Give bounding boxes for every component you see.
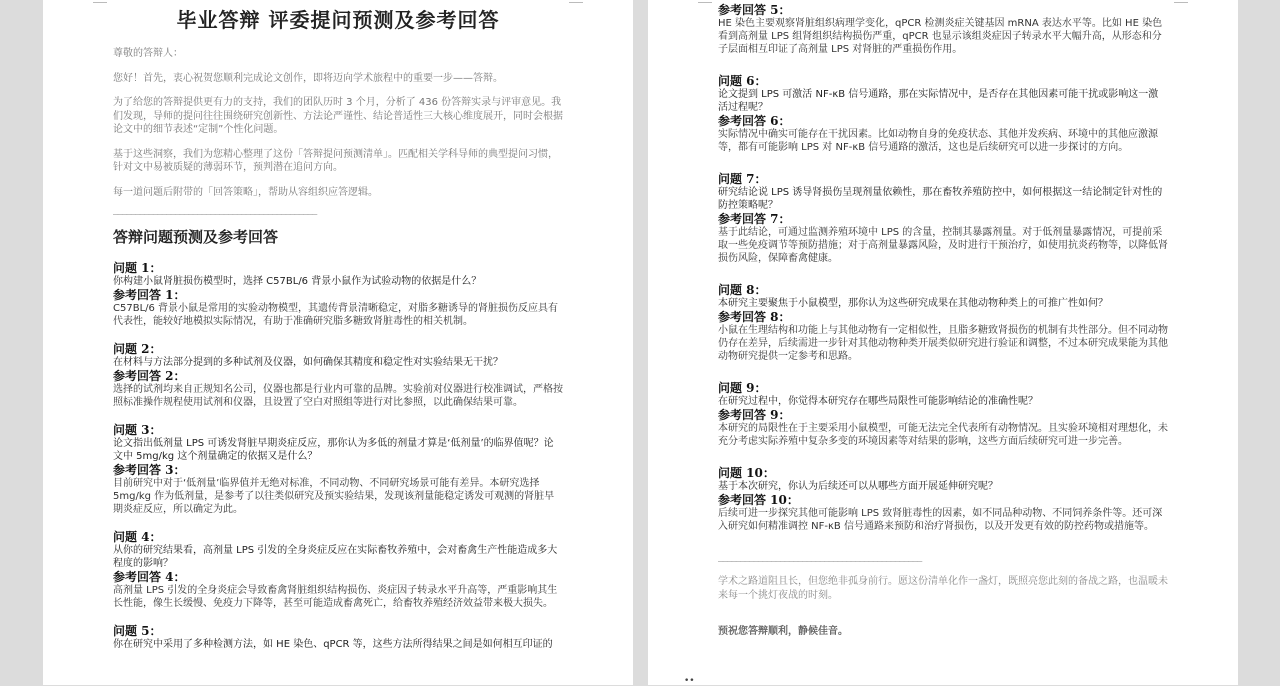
question-label: 问题 8： <box>718 283 767 297</box>
section-title: 答辩问题预测及参考回答 <box>113 228 279 246</box>
answer-text: 实际情况中确实可能存在干扰因素。比如动物自身的免疫状态、其他并发疾病、环境中的其他应激源等，都有可能影响 LPS 对 NF-κB 信号通路的激活，这也是后续研究可以进一步探讨的方向。 <box>718 129 1158 153</box>
page-corner-mark <box>698 2 712 3</box>
closing-paragraph: 学术之路道阻且长，但您绝非孤身前行。愿这份清单化作一盏灯，既照亮您此刻的备战之路，也温暖未来每一个挑灯夜战的时刻。 <box>718 576 1168 601</box>
answer-label: 参考回答 2： <box>113 369 186 383</box>
closing-signature: 预祝您答辩顺利，静候佳音。 <box>718 626 848 637</box>
question-text: 本研究主要聚焦于小鼠模型，那你认为这些研究成果在其他动物种类上的可推广性如何？ <box>718 298 1108 309</box>
answer-text: 小鼠在生理结构和功能上与其他动物有一定相似性，且脂多糖致肾损伤的机制有共性部分。但不同动物仍存在差异，后续需进一步针对其他动物种类开展类似研究进行验证和调整，不过本研究成果能为其他动物研究提供一定参考和思路。 <box>718 325 1168 362</box>
question-label: 问题 4： <box>113 530 162 544</box>
question-label: 问题 6： <box>718 74 767 88</box>
intro-salutation: 尊敬的答辩人： <box>113 48 183 59</box>
intro-section <box>113 47 563 199</box>
answer-label: 参考回答 5： <box>718 3 791 17</box>
document-page-right <box>648 0 1238 685</box>
question-label: 问题 1： <box>113 261 162 275</box>
dashed-divider: —————————————————————————————————————————————— <box>718 557 922 567</box>
qa-item <box>113 624 563 651</box>
question-label: 问题 10： <box>718 466 775 480</box>
intro-paragraph: 您好！首先，衷心祝贺您顺利完成论文创作，即将迈向学术旅程中的重要一步——答辩。 <box>113 72 503 84</box>
answer-label: 参考回答 4： <box>113 570 186 584</box>
question-label: 问题 3： <box>113 423 162 437</box>
answer-label: 参考回答 10： <box>718 493 799 507</box>
qa-item <box>113 423 563 516</box>
page-corner-mark <box>569 2 583 3</box>
qa-item <box>113 530 563 610</box>
question-text: 你在研究中采用了多种检测方法，如 HE 染色、qPCR 等，这些方法所得结果之间是如何相互印证的 <box>113 639 553 650</box>
question-label: 问题 7： <box>718 172 767 186</box>
answer-text: C57BL/6 背景小鼠是常用的实验动物模型，其遗传背景清晰稳定，对脂多糖诱导的肾脏损伤反应具有代表性，能较好地模拟实际情况，有助于准确研究脂多糖致肾脏毒性的相关机制。 <box>113 303 559 327</box>
question-text: 论文提到 LPS 可激活 NF-κB 信号通路，那在实际情况中，是否存在其他因素可能干扰或影响这一激活过程呢？ <box>718 89 1159 113</box>
answer-text: 后续可进一步探究其他可能影响 LPS 致肾脏毒性的因素，如不同品种动物、不同饲养条件等。还可深入研究如何精准调控 NF-κB 信号通路来预防和治疗肾损伤，以及开发更有效的防控药物或措施等。 <box>718 508 1163 532</box>
page-corner-mark <box>1174 2 1188 3</box>
answer-text: 目前研究中对于‘低剂量’临界值并无绝对标准，不同动物、不同研究场景可能有差异。本研究选择 5mg/kg 作为低剂量，是参考了以往类似研究及预实验结果，发现该剂量能稳定诱发可观测的肾脏早期炎症反应，所以确定为此。 <box>113 478 555 515</box>
answer-text: 基于此结论，可通过监测养殖环境中 LPS 的含量，控制其暴露剂量。对于低剂量暴露情况，可提前采取一些免疫调节等预防措施；对于高剂量暴露风险，及时进行干预治疗，如使用抗炎药物等，以降低肾损伤风险，保障畜禽健康。 <box>718 227 1168 264</box>
question-text: 在研究过程中，你觉得本研究存在哪些局限性可能影响结论的准确性呢？ <box>718 396 1038 407</box>
answer-label: 参考回答 8： <box>718 310 791 324</box>
question-label: 问题 9： <box>718 381 767 395</box>
intro-paragraph: 基于这些洞察，我们为您精心整理了这份「答辩提问预测清单」。匹配相关学科导师的典型提问习惯，针对文中易被质疑的薄弱环节，预判潜在追问方向。 <box>113 148 558 173</box>
intro-paragraph: 每一道问题后附带的「回答策略」，帮助从容组织应答逻辑。 <box>113 186 378 198</box>
question-text: 论文指出低剂量 LPS 可诱发肾脏早期炎症反应，那你认为多低的剂量才算是‘低剂量’的临界值呢？论文中 5mg/kg 这个剂量确定的依据又是什么？ <box>113 438 554 462</box>
answer-text: 高剂量 LPS 引发的全身炎症会导致畜禽肾脏组织结构损伤、炎症因子转录水平升高等，严重影响其生长性能，像生长缓慢、免疫力下降等，甚至可能造成畜禽死亡，给畜牧养殖经济效益带来极大损失。 <box>113 585 558 609</box>
answer-label: 参考回答 3： <box>113 463 186 477</box>
answer-text: 选择的试剂均来自正规知名公司，仪器也都是行业内可靠的品牌。实验前对仪器进行校准调试，严格按照标准操作规程使用试剂和仪器，且设置了空白对照组等进行对比参照，以此确保结果可靠。 <box>113 384 563 408</box>
qa-item <box>718 466 1168 533</box>
question-label: 问题 2： <box>113 342 162 356</box>
question-text: 研究结论说 LPS 诱导肾损伤呈现剂量依赖性，那在畜牧养殖防控中，如何根据这一结论制定针对性的防控策略呢？ <box>718 187 1163 211</box>
question-text: 在材料与方法部分提到的多种试剂及仪器，如何确保其精度和稳定性对实验结果无干扰？ <box>113 357 503 368</box>
intro-paragraph: 为了给您的答辩提供更有力的支持，我们的团队历时 3 个月，分析了 436 份答辩实录与评审意见。我们发现，导师的提问往往围绕研究创新性、方法论严谨性、结论普适性三大核心维度展开，同时会根据论文中的细节表述“定制”个性化问题。 <box>113 97 563 135</box>
qa-item <box>718 74 1168 154</box>
dashed-divider: —————————————————————————————————————————————— <box>113 210 317 220</box>
page-marker: •• <box>684 676 695 686</box>
qa-item-continued <box>718 3 1168 56</box>
qa-item <box>718 381 1168 448</box>
answer-label: 参考回答 6： <box>718 114 791 128</box>
answer-text: 本研究的局限性在于主要采用小鼠模型，可能无法完全代表所有动物情况。且实验环境相对理想化，未充分考虑实际养殖中复杂多变的环境因素等对结果的影响，这些方面后续研究可进一步完善。 <box>718 423 1168 447</box>
question-text: 从你的研究结果看，高剂量 LPS 引发的全身炎症反应在实际畜牧养殖中，会对畜禽生产性能造成多大程度的影响？ <box>113 545 558 569</box>
question-text: 基于本次研究，你认为后续还可以从哪些方面开展延伸研究呢？ <box>718 481 998 492</box>
qa-item <box>113 342 563 409</box>
qa-item <box>718 172 1168 265</box>
answer-text: HE 染色主要观察肾脏组织病理学变化，qPCR 检测炎症关键基因 mRNA 表达水平等。比如 HE 染色看到高剂量 LPS 组肾组织结构损伤严重，qPCR 也显示该组炎症因子转录水平大幅升高，从形态和分子层面相互印证了高剂量 LPS 对肾脏的严重损伤作用。 <box>718 18 1163 55</box>
page-corner-mark <box>93 2 107 3</box>
qa-item <box>718 283 1168 363</box>
question-text: 你构建小鼠肾脏损伤模型时，选择 C57BL/6 背景小鼠作为试验动物的依据是什么？ <box>113 276 482 287</box>
document-title: 毕业答辩 评委提问预测及参考回答 <box>176 8 500 32</box>
answer-label: 参考回答 1： <box>113 288 186 302</box>
qa-item <box>113 261 563 328</box>
document-page-left <box>43 0 633 685</box>
answer-label: 参考回答 9： <box>718 408 791 422</box>
answer-label: 参考回答 7： <box>718 212 791 226</box>
question-label: 问题 5： <box>113 624 162 638</box>
